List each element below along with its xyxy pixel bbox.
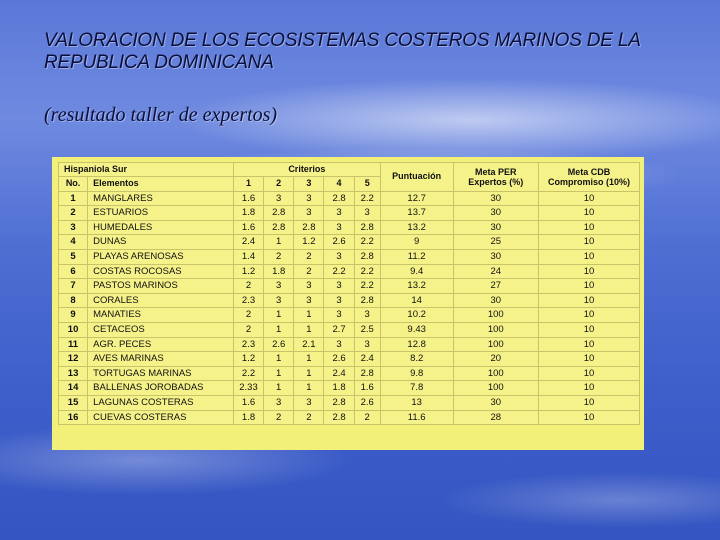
row-puntuacion: 13.7 [380,206,453,221]
row-number: 14 [59,381,88,396]
row-criterion-4: 2.7 [324,322,354,337]
table-row [59,337,640,352]
row-criterion-5: 2.5 [354,322,380,337]
row-elemento: AGR. PECES [88,337,234,352]
row-elemento: AVES MARINAS [88,352,234,367]
row-criterion-4: 2.8 [324,191,354,206]
row-number: 9 [59,308,88,323]
row-criterion-3: 3 [294,191,324,206]
table-row [59,206,640,221]
row-criterion-1: 1.2 [233,352,263,367]
row-meta-per: 100 [453,322,538,337]
row-criterion-5: 2.8 [354,220,380,235]
row-meta-cdb: 10 [538,249,639,264]
region-header: Hispaniola Sur [59,163,234,177]
row-criterion-2: 3 [264,191,294,206]
row-criterion-4: 2.4 [324,366,354,381]
row-puntuacion: 13.2 [380,279,453,294]
row-criterion-4: 1.8 [324,381,354,396]
row-criterion-4: 3 [324,308,354,323]
row-criterion-4: 2.2 [324,264,354,279]
row-criterion-3: 1 [294,322,324,337]
criteria-header: Criterios [233,163,380,177]
row-criterion-2: 2 [264,410,294,425]
row-meta-cdb: 10 [538,264,639,279]
row-criterion-4: 2.6 [324,235,354,250]
row-elemento: MANGLARES [88,191,234,206]
table-row [59,308,640,323]
row-criterion-1: 2.33 [233,381,263,396]
row-criterion-3: 2.8 [294,220,324,235]
row-meta-per: 20 [453,352,538,367]
row-meta-cdb: 10 [538,410,639,425]
row-meta-cdb: 10 [538,352,639,367]
row-criterion-5: 2.2 [354,279,380,294]
criterion-3-header: 3 [294,177,324,192]
row-meta-cdb: 10 [538,366,639,381]
row-criterion-2: 1 [264,235,294,250]
row-elemento: CETACEOS [88,322,234,337]
row-number: 1 [59,191,88,206]
table-row [59,352,640,367]
row-criterion-2: 1 [264,381,294,396]
row-criterion-5: 3 [354,206,380,221]
row-criterion-1: 1.8 [233,206,263,221]
meta-cdb-header: Meta CDB Compromiso (10%) [538,163,639,192]
row-meta-per: 100 [453,366,538,381]
row-number: 10 [59,322,88,337]
row-criterion-5: 2.8 [354,366,380,381]
table-row [59,395,640,410]
row-elemento: CORALES [88,293,234,308]
row-criterion-2: 1.8 [264,264,294,279]
row-criterion-4: 3 [324,249,354,264]
row-elemento: PASTOS MARINOS [88,279,234,294]
no-header: No. [59,177,88,192]
row-meta-per: 30 [453,293,538,308]
row-criterion-5: 2.4 [354,352,380,367]
row-elemento: PLAYAS ARENOSAS [88,249,234,264]
row-number: 5 [59,249,88,264]
row-elemento: CUEVAS COSTERAS [88,410,234,425]
row-puntuacion: 9.43 [380,322,453,337]
criterion-2-header: 2 [264,177,294,192]
row-number: 7 [59,279,88,294]
row-meta-per: 100 [453,381,538,396]
row-criterion-5: 3 [354,337,380,352]
table-row [59,264,640,279]
row-number: 16 [59,410,88,425]
row-meta-per: 27 [453,279,538,294]
row-criterion-3: 3 [294,206,324,221]
table-row [59,220,640,235]
table-row [59,366,640,381]
row-criterion-3: 2.1 [294,337,324,352]
row-meta-cdb: 10 [538,191,639,206]
row-criterion-3: 1 [294,352,324,367]
row-number: 2 [59,206,88,221]
row-meta-cdb: 10 [538,235,639,250]
row-criterion-1: 1.6 [233,191,263,206]
elementos-header: Elementos [88,177,234,192]
row-criterion-4: 3 [324,279,354,294]
row-elemento: BALLENAS JOROBADAS [88,381,234,396]
table-row [59,235,640,250]
row-criterion-4: 3 [324,293,354,308]
row-criterion-4: 2.8 [324,410,354,425]
row-number: 12 [59,352,88,367]
slide-subtitle: (resultado taller de expertos) [44,104,278,126]
row-number: 8 [59,293,88,308]
row-criterion-1: 1.6 [233,395,263,410]
row-criterion-1: 2 [233,322,263,337]
row-criterion-1: 2.3 [233,293,263,308]
row-puntuacion: 12.8 [380,337,453,352]
row-criterion-4: 2.6 [324,352,354,367]
row-criterion-5: 2.2 [354,235,380,250]
row-elemento: ESTUARIOS [88,206,234,221]
row-criterion-3: 1 [294,308,324,323]
row-meta-per: 28 [453,410,538,425]
row-meta-cdb: 10 [538,322,639,337]
table-row [59,322,640,337]
row-criterion-1: 2 [233,279,263,294]
row-puntuacion: 11.2 [380,249,453,264]
row-criterion-5: 2.6 [354,395,380,410]
row-meta-cdb: 10 [538,337,639,352]
row-elemento: COSTAS ROCOSAS [88,264,234,279]
row-criterion-2: 2 [264,249,294,264]
row-criterion-3: 3 [294,293,324,308]
row-meta-per: 25 [453,235,538,250]
row-criterion-2: 1 [264,322,294,337]
row-meta-per: 24 [453,264,538,279]
row-criterion-3: 3 [294,279,324,294]
ecosystem-valuation-table [58,162,640,425]
row-puntuacion: 11.6 [380,410,453,425]
row-criterion-3: 3 [294,395,324,410]
row-criterion-1: 1.4 [233,249,263,264]
row-meta-per: 30 [453,191,538,206]
criterion-5-header: 5 [354,177,380,192]
row-criterion-1: 1.2 [233,264,263,279]
row-criterion-5: 1.6 [354,381,380,396]
row-puntuacion: 9.8 [380,366,453,381]
row-criterion-5: 2.8 [354,293,380,308]
row-criterion-2: 2.8 [264,206,294,221]
row-meta-cdb: 10 [538,279,639,294]
row-puntuacion: 7.8 [380,381,453,396]
row-meta-cdb: 10 [538,381,639,396]
row-criterion-5: 2 [354,410,380,425]
row-criterion-1: 1.6 [233,220,263,235]
row-criterion-1: 2 [233,308,263,323]
table-row [59,381,640,396]
row-criterion-1: 2.4 [233,235,263,250]
row-puntuacion: 14 [380,293,453,308]
row-number: 6 [59,264,88,279]
table-row [59,293,640,308]
row-number: 15 [59,395,88,410]
row-meta-per: 30 [453,206,538,221]
row-puntuacion: 12.7 [380,191,453,206]
row-elemento: MANATIES [88,308,234,323]
meta-per-header: Meta PER Expertos (%) [453,163,538,192]
row-puntuacion: 13 [380,395,453,410]
row-criterion-1: 1.8 [233,410,263,425]
row-number: 4 [59,235,88,250]
table-body [59,191,640,425]
row-criterion-5: 3 [354,308,380,323]
row-criterion-2: 3 [264,293,294,308]
row-meta-cdb: 10 [538,206,639,221]
row-criterion-4: 3 [324,220,354,235]
row-number: 3 [59,220,88,235]
row-criterion-3: 2 [294,264,324,279]
row-meta-cdb: 10 [538,308,639,323]
row-criterion-3: 1 [294,381,324,396]
row-criterion-2: 2.8 [264,220,294,235]
row-criterion-4: 3 [324,206,354,221]
row-criterion-3: 2 [294,410,324,425]
row-meta-per: 30 [453,220,538,235]
row-criterion-3: 1.2 [294,235,324,250]
row-puntuacion: 9.4 [380,264,453,279]
row-elemento: LAGUNAS COSTERAS [88,395,234,410]
row-elemento: HUMEDALES [88,220,234,235]
row-meta-cdb: 10 [538,220,639,235]
table-row [59,249,640,264]
row-number: 11 [59,337,88,352]
row-puntuacion: 13.2 [380,220,453,235]
slide-title: VALORACION DE LOS ECOSISTEMAS COSTEROS MARINOS DE LA REPUBLICA DOMINICANA [44,30,640,73]
row-criterion-3: 2 [294,249,324,264]
row-puntuacion: 8.2 [380,352,453,367]
row-meta-cdb: 10 [538,293,639,308]
row-puntuacion: 10.2 [380,308,453,323]
table-panel [52,157,644,450]
criterion-4-header: 4 [324,177,354,192]
row-criterion-5: 2.8 [354,249,380,264]
row-meta-per: 30 [453,395,538,410]
row-elemento: DUNAS [88,235,234,250]
row-criterion-1: 2.2 [233,366,263,381]
row-meta-per: 100 [453,308,538,323]
row-criterion-5: 2.2 [354,191,380,206]
puntuacion-header: Puntuación [380,163,453,192]
row-criterion-2: 1 [264,308,294,323]
row-criterion-2: 3 [264,279,294,294]
table-row [59,279,640,294]
row-criterion-3: 1 [294,366,324,381]
row-criterion-4: 2.8 [324,395,354,410]
row-number: 13 [59,366,88,381]
row-meta-cdb: 10 [538,395,639,410]
table-row [59,191,640,206]
row-criterion-2: 1 [264,366,294,381]
table-row [59,410,640,425]
criterion-1-header: 1 [233,177,263,192]
row-meta-per: 100 [453,337,538,352]
row-criterion-2: 3 [264,395,294,410]
row-puntuacion: 9 [380,235,453,250]
row-criterion-2: 1 [264,352,294,367]
row-criterion-4: 3 [324,337,354,352]
row-meta-per: 30 [453,249,538,264]
row-criterion-5: 2.2 [354,264,380,279]
row-elemento: TORTUGAS MARINAS [88,366,234,381]
row-criterion-1: 2.3 [233,337,263,352]
row-criterion-2: 2.6 [264,337,294,352]
